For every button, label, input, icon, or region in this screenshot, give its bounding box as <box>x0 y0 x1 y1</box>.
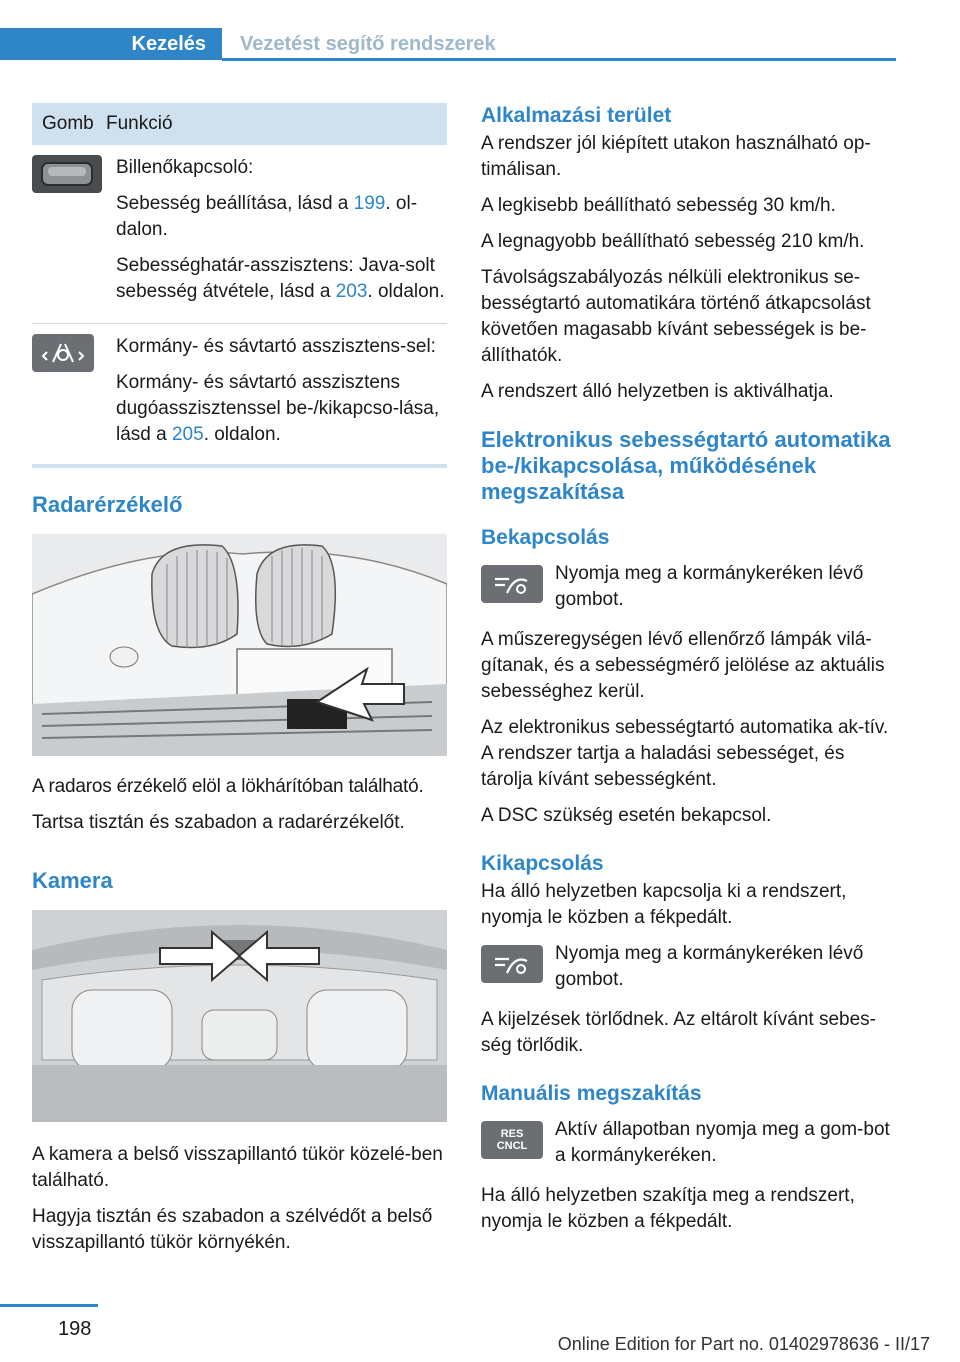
elektronikus-heading: Elektronikus sebességtartó automatika be-/kikapcsolása, működésének megszakítása <box>481 427 891 504</box>
alk-p4: Távolságszabályozás nélküli elektronikus se-bességtartó automatikára történő átkapcsolást követően magasabb kívánt sebességek is be-állíthatók. <box>481 267 871 366</box>
alk-p2: A legkisebb beállítható sebesség 30 km/h. <box>481 195 836 216</box>
cruise-control-icon <box>481 565 543 603</box>
page-link-205[interactable]: 205 <box>171 424 204 445</box>
header-rule <box>222 58 896 61</box>
radar-sensor-image <box>32 534 447 756</box>
kikapcsolas-instruction <box>481 941 896 993</box>
radar-p1: A radaros érzékelő elöl a lökhárítóban található. <box>32 776 424 797</box>
page-header <box>0 0 896 62</box>
tab-vezetest-segito[interactable]: Vezetést segítő rendszerek <box>240 32 496 55</box>
table-header <box>32 103 447 145</box>
man-p1: Ha álló helyzetben szakítja meg a rendszert, nyomja le közben a fékpedált. <box>481 1185 855 1232</box>
alk-p1: A rendszer jól kiépített utakon használható op-timálisan. <box>481 133 871 180</box>
cruise-control-icon <box>481 945 543 983</box>
kik-p2: A kijelzések törlődnek. Az eltárolt kívánt sebes-ség törlődik. <box>481 1009 876 1056</box>
rocker-switch-icon <box>32 155 102 193</box>
alk-p3: A legnagyobb beállítható sebesség 210 km/h. <box>481 231 865 252</box>
left-column <box>32 103 447 1266</box>
res-label: RES <box>500 1128 524 1140</box>
tab-kezeles[interactable]: Kezelés <box>0 28 222 60</box>
bekapcsolas-heading: Bekapcsolás <box>481 526 610 549</box>
manualis-megszakitas-heading: Manuális megszakítás <box>481 1082 702 1105</box>
camera-p1: A kamera a belső visszapillantó tükör közelé-ben található. <box>32 1144 443 1191</box>
table-row <box>32 145 447 315</box>
row1-p2: Sebesség beállítása, lásd a 199. ol-dalon. <box>116 193 418 240</box>
kik-icon-text: Nyomja meg a kormánykeréken lévő gombot. <box>555 943 864 990</box>
res-cncl-button-icon <box>481 1121 543 1159</box>
bek-p1: A műszeregységen lévő ellenőrző lámpák vilá-gítanak, és a sebességmérő jelölése az aktuális sebességhez kerül. <box>481 629 885 702</box>
manualis-instruction <box>481 1117 896 1169</box>
row1-p3: Sebességhatár-asszisztens: Java-solt sebesség átvétele, lásd a 203. oldalon. <box>116 255 445 302</box>
kik-p1: Ha álló helyzetben kapcsolja ki a rendszert, nyomja le közben a fékpedált. <box>481 881 847 928</box>
row2-p1: Kormány- és sávtartó asszisztens-sel: <box>116 336 436 357</box>
man-icon-text: Aktív állapotban nyomja meg a gom-bot a kormánykeréken. <box>555 1119 890 1166</box>
footer-rule <box>0 1304 98 1307</box>
cncl-label: CNCL <box>496 1140 528 1152</box>
steering-lane-assistant-icon <box>32 334 94 372</box>
bekapcsolas-instruction <box>481 561 896 613</box>
col-funkcio: Funkció <box>106 113 173 134</box>
bek-p3: A DSC szükség esetén bekapcsol. <box>481 805 772 826</box>
bek-p2: Az elektronikus sebességtartó automatika ak-tív. A rendszer tartja a haladási sebességet, és tárolja kívánt sebességként. <box>481 717 889 790</box>
edition-text: Online Edition for Part no. 01402978636 - II/17 <box>557 1334 930 1354</box>
right-column <box>481 103 896 1245</box>
alkalmazasi-terulet-heading: Alkalmazási terület <box>481 104 672 127</box>
col-gomb: Gomb <box>42 113 94 134</box>
camera-p2: Hagyja tisztán és szabadon a szélvédőt a belső visszapillantó tükör környékén. <box>32 1206 433 1253</box>
camera-heading: Kamera <box>32 868 113 893</box>
radar-p2: Tartsa tisztán és szabadon a radarérzékelőt. <box>32 812 405 833</box>
camera-image <box>32 910 447 1122</box>
page-number: 198 <box>58 1318 92 1340</box>
row1-p1: Billenőkapcsoló: <box>116 157 254 178</box>
page-link-199[interactable]: 199 <box>353 193 386 214</box>
table-row <box>32 324 447 458</box>
radar-heading: Radarérzékelő <box>32 492 183 517</box>
bek-icon-text: Nyomja meg a kormánykeréken lévő gombot. <box>555 563 864 610</box>
kikapcsolas-heading: Kikapcsolás <box>481 852 604 875</box>
page-link-203[interactable]: 203 <box>335 281 368 302</box>
row2-p2: Kormány- és sávtartó asszisztens dugóasszisztenssel be-/kikapcso-lása, lásd a 205. oldalon. <box>116 372 440 445</box>
alk-p5: A rendszert álló helyzetben is aktiválhatja. <box>481 381 834 402</box>
